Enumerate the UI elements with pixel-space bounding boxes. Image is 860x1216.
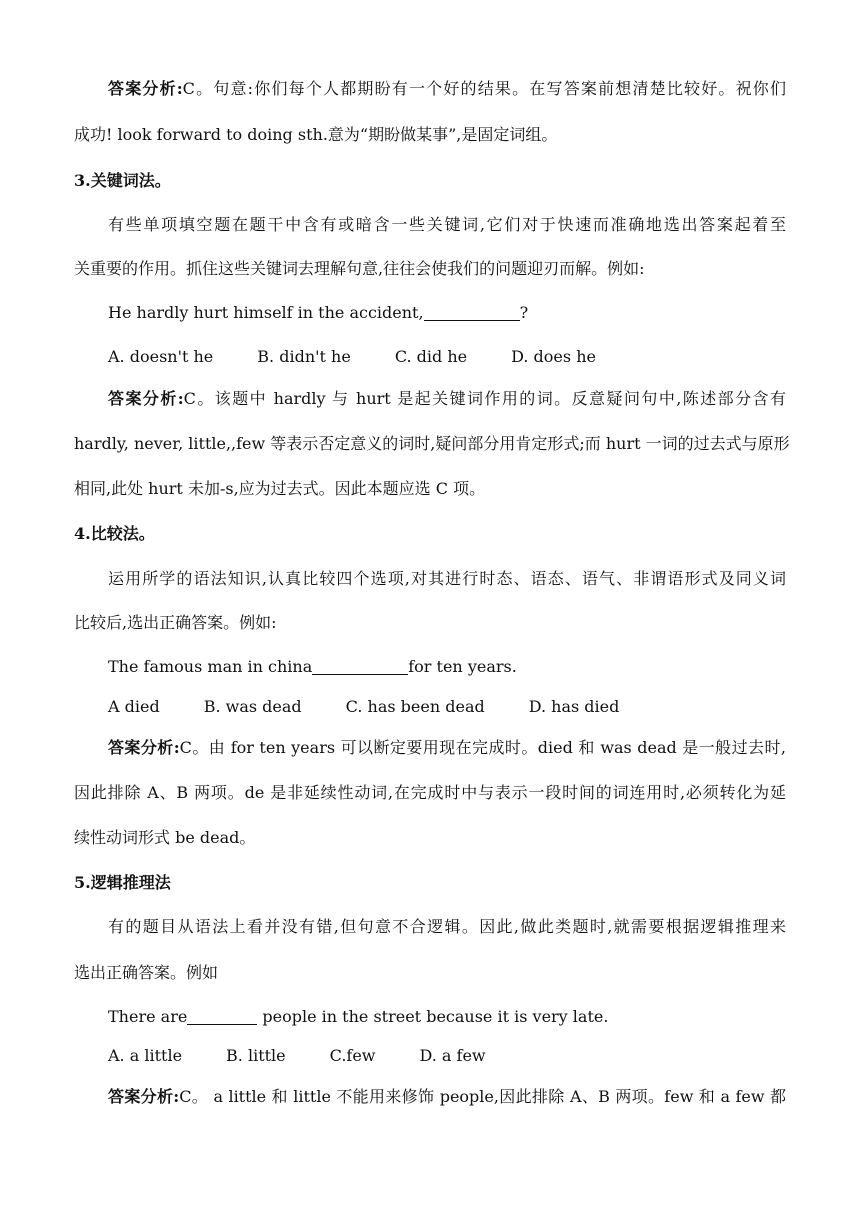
options-row — [108, 1045, 860, 1067]
option-c: C.few — [329, 1046, 376, 1065]
example-question: He hardly hurt himself in the accident, ? — [108, 303, 529, 322]
answer-analysis-label: 答案分析: — [108, 389, 184, 408]
body-text-line: 有的题目从语法上看并没有错,但句意不合逻辑。因此,做此类题时,就需要根据逻辑推理来 — [108, 917, 786, 936]
body-text-line: 比较后,选出正确答案。例如: — [74, 613, 277, 632]
body-text-line: 关重要的作用。抓住这些关键词去理解句意,往往会使我们的问题迎刃而解。例如: — [74, 259, 645, 278]
answer-analysis-line: 答案分析:C。由 for ten years 可以断定要用现在完成时。died 和 was dead 是一般过去时, — [108, 738, 786, 757]
option-c: C. has been dead — [345, 697, 485, 716]
answer-blank — [424, 304, 520, 321]
options-row — [108, 346, 860, 368]
option-b: B. didn't he — [257, 347, 351, 366]
body-text-line: 续性动词形式 be dead。 — [74, 828, 256, 847]
section-heading: 5.逻辑推理法 — [74, 873, 171, 892]
options-row — [108, 696, 860, 718]
option-d: D. does he — [511, 347, 596, 366]
body-text-line: 选出正确答案。例如 — [74, 963, 219, 982]
answer-blank — [312, 658, 408, 675]
example-question: The famous man in china for ten years. — [108, 657, 517, 676]
answer-analysis-label: 答案分析: — [108, 79, 183, 98]
option-a: A. doesn't he — [108, 347, 214, 366]
body-text-line: 因此排除 A、B 两项。de 是非延续性动词,在完成时中与表示一段时间的词连用时,必须转化为延 — [74, 783, 786, 802]
body-text-line: hardly, never, little,,few 等表示否定意义的词时,疑问部分用肯定形式;而 hurt 一词的过去式与原形 — [74, 434, 790, 453]
answer-analysis-line: 答案分析:C。句意:你们每个人都期盼有一个好的结果。在写答案前想清楚比较好。祝你们 — [108, 79, 786, 98]
example-question: There are people in the street because it is very late. — [108, 1007, 609, 1026]
answer-analysis-line: 答案分析:C。 a little 和 little 不能用来修饰 people,因此排除 A、B 两项。few 和 a few 都 — [108, 1087, 786, 1106]
body-text-line: 成功! look forward to doing sth.意为“期盼做某事”,是固定词组。 — [74, 125, 558, 144]
option-c: C. did he — [394, 347, 468, 366]
option-b: B. was dead — [203, 697, 302, 716]
answer-blank — [187, 1008, 257, 1025]
answer-analysis-label: 答案分析: — [108, 738, 180, 757]
option-d: D. a few — [419, 1046, 486, 1065]
option-a: A died — [108, 697, 160, 716]
section-heading: 3.关键词法。 — [74, 171, 171, 190]
option-a: A. a little — [108, 1046, 183, 1065]
option-d: D. has died — [528, 697, 620, 716]
answer-analysis-label: 答案分析: — [108, 1087, 180, 1106]
section-heading: 4.比较法。 — [74, 524, 155, 543]
answer-analysis-line: 答案分析:C。该题中 hardly 与 hurt 是起关键词作用的词。反意疑问句中,陈述部分含有 — [108, 389, 786, 408]
body-text-line: 运用所学的语法知识,认真比较四个选项,对其进行时态、语态、语气、非谓语形式及同义词 — [108, 569, 786, 588]
body-text-line: 有些单项填空题在题干中含有或暗含一些关键词,它们对于快速而准确地选出答案起着至 — [108, 215, 786, 234]
option-b: B. little — [226, 1046, 286, 1065]
body-text-line: 相同,此处 hurt 未加-s,应为过去式。因此本题应选 C 项。 — [74, 479, 486, 498]
